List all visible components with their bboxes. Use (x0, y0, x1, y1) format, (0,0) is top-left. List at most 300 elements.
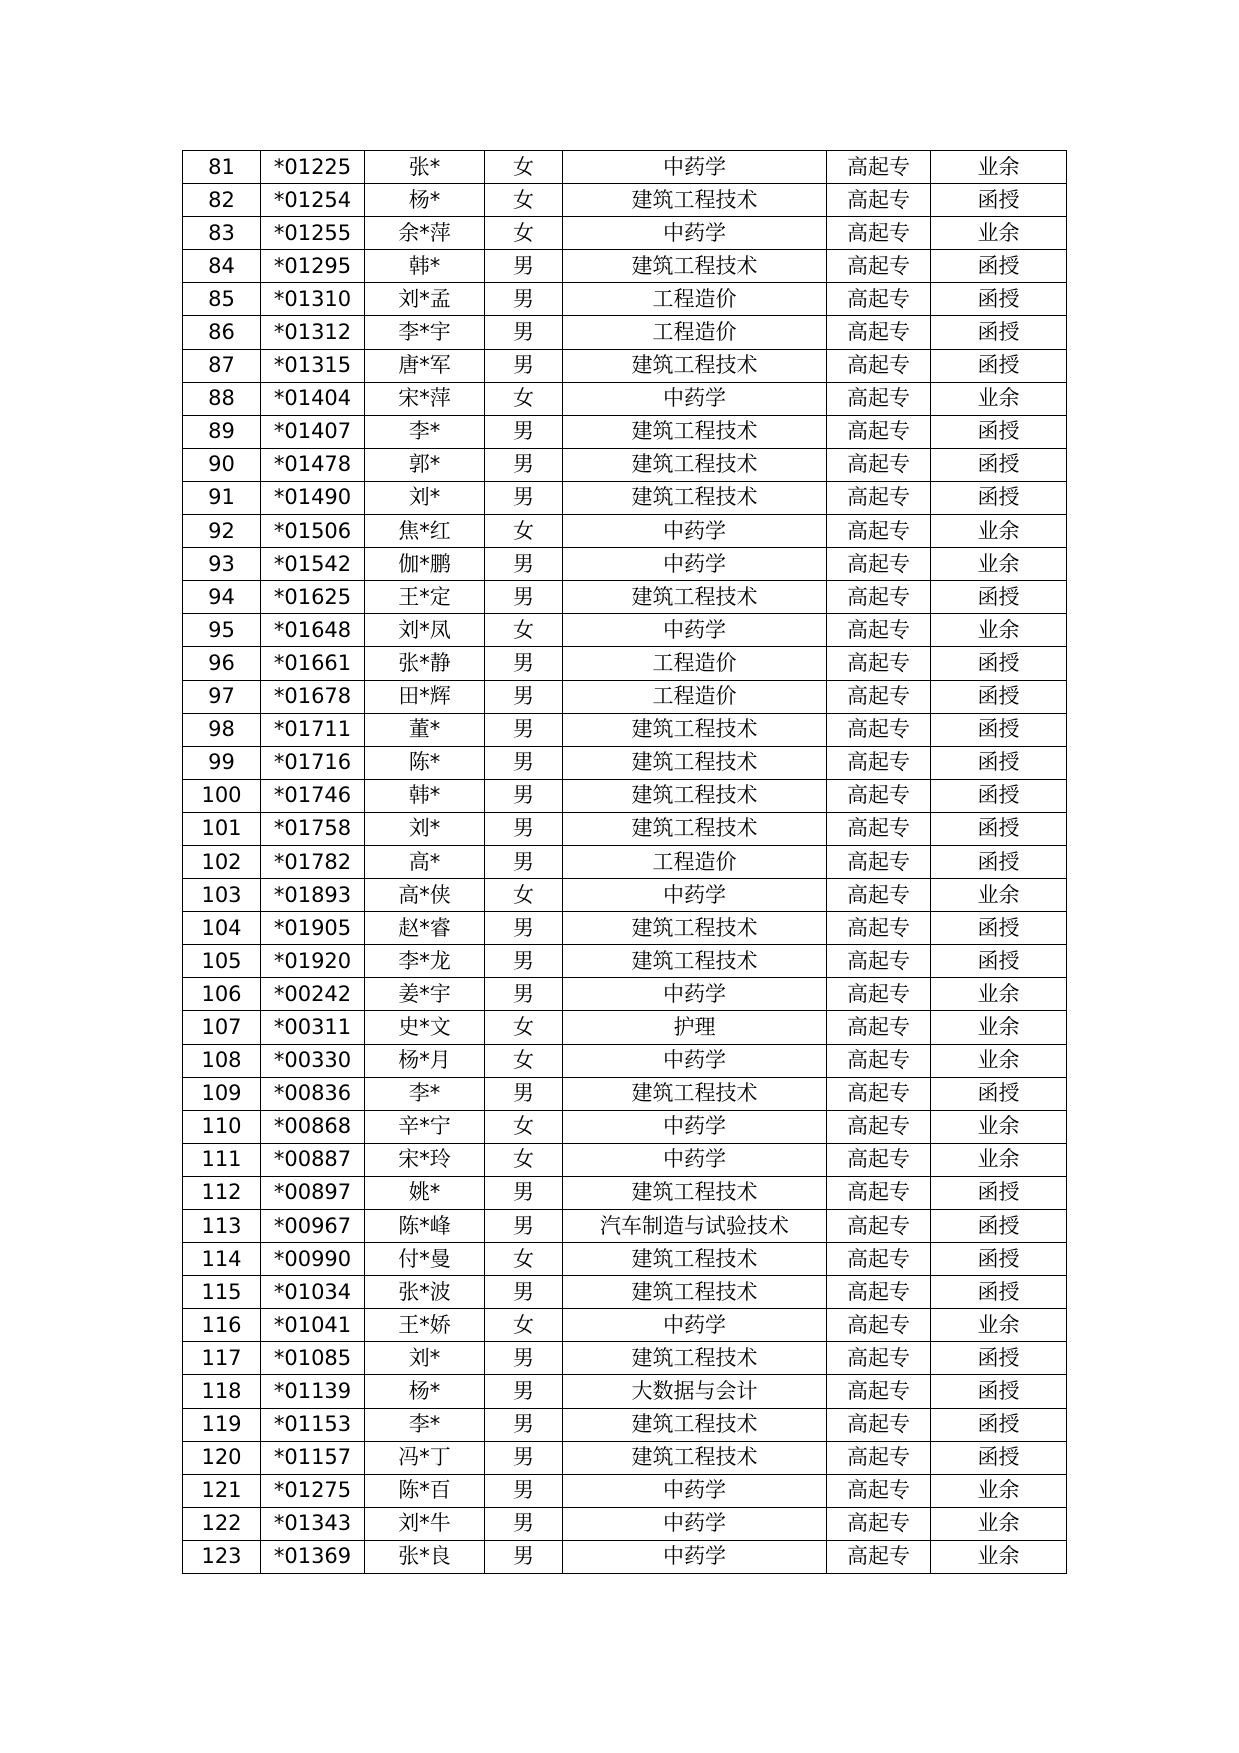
row-number-cell: 85 (183, 283, 261, 316)
roster-body (183, 151, 1067, 1574)
major-cell: 建筑工程技术 (563, 448, 827, 481)
study-mode-cell: 函授 (931, 283, 1067, 316)
level-cell: 高起专 (827, 1077, 931, 1110)
table-row (183, 151, 1067, 184)
student-id-cell: *01153 (261, 1408, 365, 1441)
study-mode-cell: 函授 (931, 1176, 1067, 1209)
student-name-cell: 刘* (365, 481, 485, 514)
major-cell: 中药学 (563, 1540, 827, 1573)
study-mode-cell: 函授 (931, 1408, 1067, 1441)
gender-cell: 女 (485, 1243, 563, 1276)
major-cell: 中药学 (563, 515, 827, 548)
level-cell: 高起专 (827, 879, 931, 912)
student-id-cell: *00836 (261, 1077, 365, 1110)
student-id-cell: *01678 (261, 680, 365, 713)
row-number-cell: 115 (183, 1276, 261, 1309)
study-mode-cell: 函授 (931, 812, 1067, 845)
gender-cell: 男 (485, 746, 563, 779)
gender-cell: 男 (485, 812, 563, 845)
row-number-cell: 120 (183, 1441, 261, 1474)
gender-cell: 男 (485, 647, 563, 680)
row-number-cell: 87 (183, 349, 261, 382)
level-cell: 高起专 (827, 1176, 931, 1209)
student-id-cell: *01716 (261, 746, 365, 779)
table-row (183, 1210, 1067, 1243)
level-cell: 高起专 (827, 1342, 931, 1375)
major-cell: 中药学 (563, 217, 827, 250)
study-mode-cell: 函授 (931, 415, 1067, 448)
table-row (183, 1044, 1067, 1077)
student-name-cell: 王*娇 (365, 1309, 485, 1342)
major-cell: 中药学 (563, 1507, 827, 1540)
gender-cell: 女 (485, 515, 563, 548)
study-mode-cell: 函授 (931, 1441, 1067, 1474)
major-cell: 中药学 (563, 1474, 827, 1507)
table-row (183, 779, 1067, 812)
major-cell: 中药学 (563, 1309, 827, 1342)
row-number-cell: 104 (183, 912, 261, 945)
student-name-cell: 郭* (365, 448, 485, 481)
study-mode-cell: 函授 (931, 1243, 1067, 1276)
row-number-cell: 91 (183, 481, 261, 514)
student-name-cell: 杨*月 (365, 1044, 485, 1077)
major-cell: 建筑工程技术 (563, 349, 827, 382)
student-name-cell: 杨* (365, 184, 485, 217)
level-cell: 高起专 (827, 1474, 931, 1507)
level-cell: 高起专 (827, 945, 931, 978)
row-number-cell: 111 (183, 1143, 261, 1176)
level-cell: 高起专 (827, 912, 931, 945)
gender-cell: 男 (485, 481, 563, 514)
student-name-cell: 李*宇 (365, 316, 485, 349)
gender-cell: 男 (485, 713, 563, 746)
study-mode-cell: 业余 (931, 879, 1067, 912)
study-mode-cell: 函授 (931, 316, 1067, 349)
major-cell: 建筑工程技术 (563, 912, 827, 945)
table-row (183, 1276, 1067, 1309)
major-cell: 建筑工程技术 (563, 481, 827, 514)
row-number-cell: 99 (183, 746, 261, 779)
gender-cell: 女 (485, 1044, 563, 1077)
table-row (183, 647, 1067, 680)
row-number-cell: 101 (183, 812, 261, 845)
major-cell: 建筑工程技术 (563, 1408, 827, 1441)
study-mode-cell: 业余 (931, 1474, 1067, 1507)
student-id-cell: *01225 (261, 151, 365, 184)
student-id-cell: *01407 (261, 415, 365, 448)
student-id-cell: *01506 (261, 515, 365, 548)
student-name-cell: 陈*峰 (365, 1210, 485, 1243)
gender-cell: 女 (485, 1143, 563, 1176)
study-mode-cell: 函授 (931, 945, 1067, 978)
major-cell: 中药学 (563, 614, 827, 647)
student-id-cell: *01920 (261, 945, 365, 978)
study-mode-cell: 业余 (931, 548, 1067, 581)
student-id-cell: *00242 (261, 978, 365, 1011)
row-number-cell: 109 (183, 1077, 261, 1110)
level-cell: 高起专 (827, 1210, 931, 1243)
student-name-cell: 张* (365, 151, 485, 184)
level-cell: 高起专 (827, 283, 931, 316)
study-mode-cell: 业余 (931, 382, 1067, 415)
student-id-cell: *00967 (261, 1210, 365, 1243)
student-id-cell: *01746 (261, 779, 365, 812)
gender-cell: 男 (485, 1408, 563, 1441)
student-name-cell: 刘*牛 (365, 1507, 485, 1540)
row-number-cell: 107 (183, 1011, 261, 1044)
gender-cell: 女 (485, 1309, 563, 1342)
study-mode-cell: 业余 (931, 1011, 1067, 1044)
student-id-cell: *01758 (261, 812, 365, 845)
major-cell: 护理 (563, 1011, 827, 1044)
student-name-cell: 韩* (365, 779, 485, 812)
gender-cell: 男 (485, 1176, 563, 1209)
gender-cell: 男 (485, 1276, 563, 1309)
level-cell: 高起专 (827, 713, 931, 746)
table-row (183, 581, 1067, 614)
student-id-cell: *01310 (261, 283, 365, 316)
study-mode-cell: 函授 (931, 184, 1067, 217)
student-name-cell: 张*静 (365, 647, 485, 680)
row-number-cell: 97 (183, 680, 261, 713)
row-number-cell: 121 (183, 1474, 261, 1507)
level-cell: 高起专 (827, 1110, 931, 1143)
table-row (183, 713, 1067, 746)
gender-cell: 女 (485, 382, 563, 415)
table-row (183, 1408, 1067, 1441)
student-name-cell: 李* (365, 415, 485, 448)
gender-cell: 女 (485, 151, 563, 184)
table-row (183, 349, 1067, 382)
level-cell: 高起专 (827, 548, 931, 581)
major-cell: 建筑工程技术 (563, 415, 827, 448)
level-cell: 高起专 (827, 812, 931, 845)
table-row (183, 415, 1067, 448)
level-cell: 高起专 (827, 680, 931, 713)
level-cell: 高起专 (827, 1276, 931, 1309)
major-cell: 中药学 (563, 548, 827, 581)
row-number-cell: 95 (183, 614, 261, 647)
student-id-cell: *01648 (261, 614, 365, 647)
study-mode-cell: 函授 (931, 746, 1067, 779)
student-name-cell: 刘*凤 (365, 614, 485, 647)
gender-cell: 男 (485, 448, 563, 481)
study-mode-cell: 业余 (931, 1044, 1067, 1077)
table-row (183, 978, 1067, 1011)
major-cell: 建筑工程技术 (563, 945, 827, 978)
student-name-cell: 董* (365, 713, 485, 746)
row-number-cell: 86 (183, 316, 261, 349)
row-number-cell: 92 (183, 515, 261, 548)
major-cell: 建筑工程技术 (563, 779, 827, 812)
table-row (183, 1143, 1067, 1176)
level-cell: 高起专 (827, 349, 931, 382)
row-number-cell: 114 (183, 1243, 261, 1276)
study-mode-cell: 函授 (931, 845, 1067, 878)
student-name-cell: 赵*睿 (365, 912, 485, 945)
table-row (183, 1540, 1067, 1573)
row-number-cell: 93 (183, 548, 261, 581)
student-name-cell: 刘*孟 (365, 283, 485, 316)
level-cell: 高起专 (827, 581, 931, 614)
student-name-cell: 付*曼 (365, 1243, 485, 1276)
study-mode-cell: 函授 (931, 647, 1067, 680)
gender-cell: 男 (485, 283, 563, 316)
level-cell: 高起专 (827, 1044, 931, 1077)
student-id-cell: *01315 (261, 349, 365, 382)
student-id-cell: *01254 (261, 184, 365, 217)
row-number-cell: 106 (183, 978, 261, 1011)
student-id-cell: *00330 (261, 1044, 365, 1077)
gender-cell: 女 (485, 184, 563, 217)
study-mode-cell: 业余 (931, 217, 1067, 250)
student-id-cell: *01478 (261, 448, 365, 481)
row-number-cell: 81 (183, 151, 261, 184)
student-id-cell: *01343 (261, 1507, 365, 1540)
major-cell: 工程造价 (563, 316, 827, 349)
table-row (183, 448, 1067, 481)
gender-cell: 男 (485, 1210, 563, 1243)
study-mode-cell: 业余 (931, 1507, 1067, 1540)
student-name-cell: 冯*丁 (365, 1441, 485, 1474)
level-cell: 高起专 (827, 1375, 931, 1408)
level-cell: 高起专 (827, 1441, 931, 1474)
major-cell: 建筑工程技术 (563, 1077, 827, 1110)
student-id-cell: *00990 (261, 1243, 365, 1276)
table-row (183, 614, 1067, 647)
level-cell: 高起专 (827, 250, 931, 283)
table-row (183, 1441, 1067, 1474)
table-row (183, 1176, 1067, 1209)
major-cell: 中药学 (563, 978, 827, 1011)
major-cell: 中药学 (563, 879, 827, 912)
level-cell: 高起专 (827, 515, 931, 548)
student-name-cell: 史*文 (365, 1011, 485, 1044)
gender-cell: 男 (485, 1342, 563, 1375)
table-row (183, 1375, 1067, 1408)
gender-cell: 女 (485, 1011, 563, 1044)
row-number-cell: 84 (183, 250, 261, 283)
study-mode-cell: 业余 (931, 151, 1067, 184)
roster-sheet (182, 150, 1066, 1574)
major-cell: 工程造价 (563, 845, 827, 878)
student-id-cell: *01369 (261, 1540, 365, 1573)
major-cell: 建筑工程技术 (563, 1441, 827, 1474)
gender-cell: 男 (485, 1507, 563, 1540)
row-number-cell: 112 (183, 1176, 261, 1209)
row-number-cell: 89 (183, 415, 261, 448)
level-cell: 高起专 (827, 614, 931, 647)
level-cell: 高起专 (827, 415, 931, 448)
table-row (183, 217, 1067, 250)
student-id-cell: *01782 (261, 845, 365, 878)
table-row (183, 680, 1067, 713)
student-id-cell: *00897 (261, 1176, 365, 1209)
major-cell: 中药学 (563, 151, 827, 184)
table-row (183, 515, 1067, 548)
student-name-cell: 陈* (365, 746, 485, 779)
gender-cell: 男 (485, 779, 563, 812)
table-row (183, 316, 1067, 349)
level-cell: 高起专 (827, 217, 931, 250)
student-id-cell: *01041 (261, 1309, 365, 1342)
row-number-cell: 94 (183, 581, 261, 614)
gender-cell: 男 (485, 1077, 563, 1110)
row-number-cell: 122 (183, 1507, 261, 1540)
major-cell: 建筑工程技术 (563, 1342, 827, 1375)
level-cell: 高起专 (827, 1540, 931, 1573)
table-row (183, 1342, 1067, 1375)
row-number-cell: 108 (183, 1044, 261, 1077)
student-name-cell: 高*侠 (365, 879, 485, 912)
student-id-cell: *01312 (261, 316, 365, 349)
major-cell: 中药学 (563, 1044, 827, 1077)
student-id-cell: *01661 (261, 647, 365, 680)
study-mode-cell: 函授 (931, 581, 1067, 614)
major-cell: 汽车制造与试验技术 (563, 1210, 827, 1243)
level-cell: 高起专 (827, 448, 931, 481)
major-cell: 大数据与会计 (563, 1375, 827, 1408)
study-mode-cell: 业余 (931, 614, 1067, 647)
major-cell: 中药学 (563, 1110, 827, 1143)
gender-cell: 男 (485, 581, 563, 614)
table-row (183, 1110, 1067, 1143)
study-mode-cell: 函授 (931, 481, 1067, 514)
level-cell: 高起专 (827, 382, 931, 415)
study-mode-cell: 函授 (931, 349, 1067, 382)
student-name-cell: 刘* (365, 1342, 485, 1375)
gender-cell: 男 (485, 349, 563, 382)
major-cell: 工程造价 (563, 283, 827, 316)
gender-cell: 男 (485, 912, 563, 945)
gender-cell: 男 (485, 250, 563, 283)
study-mode-cell: 函授 (931, 448, 1067, 481)
table-row (183, 481, 1067, 514)
gender-cell: 男 (485, 845, 563, 878)
row-number-cell: 100 (183, 779, 261, 812)
student-id-cell: *01139 (261, 1375, 365, 1408)
level-cell: 高起专 (827, 978, 931, 1011)
student-name-cell: 杨* (365, 1375, 485, 1408)
student-id-cell: *01490 (261, 481, 365, 514)
student-name-cell: 田*辉 (365, 680, 485, 713)
gender-cell: 男 (485, 978, 563, 1011)
row-number-cell: 90 (183, 448, 261, 481)
table-row (183, 1011, 1067, 1044)
level-cell: 高起专 (827, 647, 931, 680)
table-row (183, 746, 1067, 779)
row-number-cell: 110 (183, 1110, 261, 1143)
gender-cell: 女 (485, 217, 563, 250)
student-name-cell: 姚* (365, 1176, 485, 1209)
student-id-cell: *01157 (261, 1441, 365, 1474)
table-row (183, 845, 1067, 878)
gender-cell: 男 (485, 1441, 563, 1474)
major-cell: 建筑工程技术 (563, 1243, 827, 1276)
study-mode-cell: 业余 (931, 1540, 1067, 1573)
student-id-cell: *01905 (261, 912, 365, 945)
row-number-cell: 118 (183, 1375, 261, 1408)
gender-cell: 女 (485, 879, 563, 912)
row-number-cell: 119 (183, 1408, 261, 1441)
table-row (183, 283, 1067, 316)
row-number-cell: 117 (183, 1342, 261, 1375)
level-cell: 高起专 (827, 1309, 931, 1342)
student-name-cell: 李* (365, 1408, 485, 1441)
roster-table (182, 150, 1067, 1574)
level-cell: 高起专 (827, 746, 931, 779)
student-name-cell: 陈*百 (365, 1474, 485, 1507)
table-row (183, 1077, 1067, 1110)
major-cell: 建筑工程技术 (563, 250, 827, 283)
student-id-cell: *01404 (261, 382, 365, 415)
study-mode-cell: 函授 (931, 250, 1067, 283)
table-row (183, 184, 1067, 217)
level-cell: 高起专 (827, 1408, 931, 1441)
student-name-cell: 刘* (365, 812, 485, 845)
student-id-cell: *01085 (261, 1342, 365, 1375)
gender-cell: 男 (485, 548, 563, 581)
major-cell: 建筑工程技术 (563, 1176, 827, 1209)
major-cell: 中药学 (563, 1143, 827, 1176)
major-cell: 中药学 (563, 382, 827, 415)
gender-cell: 女 (485, 614, 563, 647)
major-cell: 建筑工程技术 (563, 746, 827, 779)
row-number-cell: 113 (183, 1210, 261, 1243)
level-cell: 高起专 (827, 481, 931, 514)
row-number-cell: 98 (183, 713, 261, 746)
major-cell: 建筑工程技术 (563, 1276, 827, 1309)
row-number-cell: 123 (183, 1540, 261, 1573)
student-name-cell: 辛*宁 (365, 1110, 485, 1143)
level-cell: 高起专 (827, 1011, 931, 1044)
student-name-cell: 李* (365, 1077, 485, 1110)
study-mode-cell: 函授 (931, 779, 1067, 812)
gender-cell: 男 (485, 1540, 563, 1573)
study-mode-cell: 业余 (931, 1143, 1067, 1176)
level-cell: 高起专 (827, 1243, 931, 1276)
student-name-cell: 姜*宇 (365, 978, 485, 1011)
row-number-cell: 102 (183, 845, 261, 878)
study-mode-cell: 函授 (931, 1375, 1067, 1408)
student-name-cell: 唐*军 (365, 349, 485, 382)
table-row (183, 1309, 1067, 1342)
study-mode-cell: 函授 (931, 680, 1067, 713)
table-row (183, 1507, 1067, 1540)
level-cell: 高起专 (827, 779, 931, 812)
gender-cell: 男 (485, 1375, 563, 1408)
table-row (183, 879, 1067, 912)
table-row (183, 945, 1067, 978)
student-name-cell: 余*萍 (365, 217, 485, 250)
student-name-cell: 高* (365, 845, 485, 878)
gender-cell: 女 (485, 1110, 563, 1143)
major-cell: 建筑工程技术 (563, 812, 827, 845)
student-id-cell: *01295 (261, 250, 365, 283)
student-name-cell: 王*定 (365, 581, 485, 614)
student-id-cell: *00887 (261, 1143, 365, 1176)
row-number-cell: 83 (183, 217, 261, 250)
student-id-cell: *01034 (261, 1276, 365, 1309)
gender-cell: 男 (485, 1474, 563, 1507)
student-id-cell: *00311 (261, 1011, 365, 1044)
table-row (183, 1474, 1067, 1507)
study-mode-cell: 函授 (931, 912, 1067, 945)
student-name-cell: 张*良 (365, 1540, 485, 1573)
level-cell: 高起专 (827, 1143, 931, 1176)
table-row (183, 812, 1067, 845)
student-name-cell: 李*龙 (365, 945, 485, 978)
